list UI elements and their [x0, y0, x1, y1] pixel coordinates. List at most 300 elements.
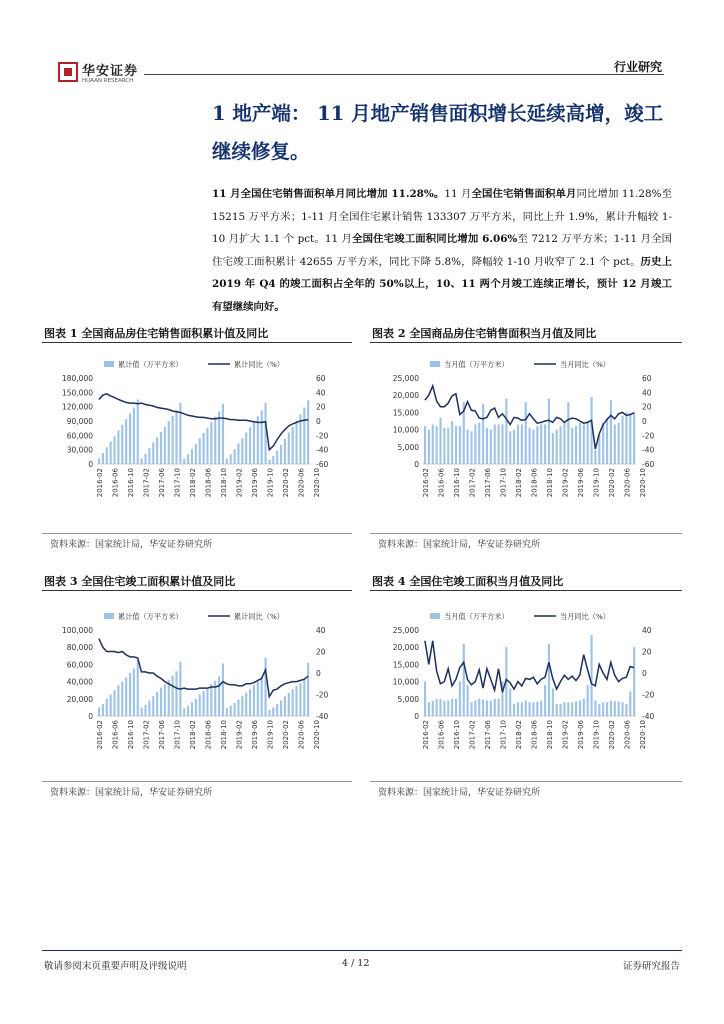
left-tick-label: 0: [414, 460, 419, 469]
left-tick-label: 25,000: [392, 626, 419, 635]
bar-mark: [490, 701, 492, 716]
bar-mark: [474, 701, 476, 716]
bar-mark: [590, 635, 592, 716]
bar-mark: [509, 688, 511, 716]
bar-mark: [610, 400, 612, 464]
bar-mark: [284, 696, 286, 716]
x-tick-label: 2020-06: [623, 468, 632, 498]
legend-bar-swatch: [104, 361, 114, 367]
bar-mark: [474, 424, 476, 464]
bar-mark: [563, 423, 565, 464]
bar-mark: [606, 418, 608, 464]
bar-mark: [195, 444, 197, 464]
footer-divider: [42, 950, 682, 951]
logo-seal-icon: [58, 62, 78, 82]
right-tick-label: 20: [642, 402, 652, 412]
bar-mark: [230, 454, 232, 464]
bar-mark: [521, 424, 523, 464]
bar-mark: [222, 664, 224, 716]
bar-mark: [486, 701, 488, 716]
x-tick-label: 2019-02: [235, 468, 244, 498]
page-number: 4 / 12: [342, 958, 370, 969]
figure-1-rule: [42, 342, 352, 343]
bar-mark: [299, 683, 301, 716]
bar-mark: [583, 699, 585, 716]
right-tick-label: 40: [316, 626, 326, 635]
bar-mark: [164, 684, 166, 716]
x-tick-label: 2016-06: [111, 720, 120, 750]
chart-1-cumulative-sales: [42, 352, 347, 524]
x-tick-label: 2019-06: [250, 720, 259, 750]
left-tick-label: 0: [88, 712, 93, 721]
x-tick-label: 2018-10: [545, 720, 554, 750]
legend-line-label: 累计同比（%）: [234, 360, 284, 369]
bar-mark: [482, 699, 484, 716]
x-tick-label: 2020-06: [623, 720, 632, 750]
left-tick-label: 80,000: [66, 643, 93, 653]
bar-mark: [494, 699, 496, 716]
x-tick-label: 2017-10: [173, 720, 182, 750]
legend-line-label: 当月同比（%）: [560, 612, 610, 621]
bar-mark: [621, 702, 623, 716]
bar-mark: [629, 414, 631, 464]
right-tick-label: -20: [642, 431, 655, 441]
bar-mark: [447, 428, 449, 464]
x-tick-label: 2017-02: [142, 468, 151, 498]
bar-mark: [439, 418, 441, 464]
right-tick-label: 60: [642, 374, 652, 383]
bar-mark: [237, 700, 239, 716]
x-tick-label: 2017-10: [173, 468, 182, 498]
source-note-2: 资料来源：国家统计局，华安证券研究所: [378, 540, 541, 550]
bar-mark: [540, 424, 542, 464]
bar-mark: [455, 426, 457, 464]
bar-mark: [156, 437, 158, 464]
bar-mark: [451, 421, 453, 464]
left-tick-label: 25,000: [392, 374, 419, 383]
right-tick-label: -40: [316, 712, 329, 721]
figure-2-rule: [370, 342, 682, 343]
x-tick-label: 2020-10: [638, 468, 647, 498]
bar-mark: [459, 682, 461, 716]
bar-mark: [125, 419, 127, 464]
bar-mark: [295, 686, 297, 716]
x-tick-label: 2018-10: [545, 468, 554, 498]
left-tick-label: 120,000: [61, 402, 93, 412]
source-rule-4: [370, 781, 682, 782]
source-rule-3: [42, 781, 352, 782]
bar-mark: [144, 454, 146, 464]
left-tick-label: 60,000: [66, 431, 93, 441]
bar-mark: [133, 669, 135, 716]
bar-mark: [141, 707, 143, 716]
legend-bar-swatch: [430, 361, 440, 367]
bar-mark: [98, 458, 100, 464]
x-tick-label: 2018-02: [514, 720, 523, 750]
x-tick-label: 2016-10: [126, 468, 135, 498]
x-tick-label: 2020-02: [607, 468, 616, 498]
bar-mark: [210, 684, 212, 716]
bar-mark: [451, 699, 453, 716]
figure-4-title: 图表 4 全国住宅竣工面积当月值及同比: [372, 575, 564, 588]
bar-mark: [241, 438, 243, 464]
right-tick-label: -60: [316, 460, 329, 469]
bar-mark: [478, 423, 480, 464]
right-tick-label: 20: [316, 402, 326, 412]
bar-mark: [575, 426, 577, 464]
right-tick-label: -20: [316, 690, 329, 700]
bar-mark: [295, 421, 297, 464]
para-text-4: 同比增加 11.28%至 15215 万平方米；1-11 月全国住宅累计销售 133307 万平方米，同比上升 1.9%，累计升幅较 1-10 月扩大 1.1 个 pct。11 月: [212, 188, 673, 245]
bar-mark: [187, 706, 189, 716]
bar-mark: [268, 710, 270, 716]
body-paragraph: [212, 183, 672, 318]
bar-mark: [137, 660, 139, 716]
bar-mark: [513, 704, 515, 716]
series-line-yoy: [425, 641, 634, 693]
bar-mark: [443, 428, 445, 464]
bar-mark: [129, 673, 131, 716]
bar-mark: [517, 702, 519, 716]
bar-mark: [203, 433, 205, 464]
bar-mark: [237, 443, 239, 464]
bar-mark: [501, 424, 503, 464]
x-tick-label: 2018-06: [204, 720, 213, 750]
bar-mark: [552, 433, 554, 464]
left-tick-label: 5,000: [397, 442, 419, 452]
bar-mark: [257, 416, 259, 464]
x-tick-label: 2017-02: [142, 720, 151, 750]
bar-mark: [307, 663, 309, 716]
right-tick-label: -40: [642, 445, 655, 455]
left-tick-label: 150,000: [61, 388, 93, 398]
figure-3-rule: [42, 590, 352, 591]
bar-mark: [261, 677, 263, 716]
bar-mark: [579, 701, 581, 716]
bar-mark: [276, 451, 278, 464]
bar-mark: [234, 449, 236, 464]
bar-mark: [579, 423, 581, 464]
bar-mark: [540, 701, 542, 716]
bar-mark: [525, 701, 527, 716]
x-tick-label: 2017-10: [499, 468, 508, 498]
left-tick-label: 20,000: [392, 391, 419, 401]
bar-mark: [625, 412, 627, 464]
bar-mark: [490, 430, 492, 464]
bar-mark: [463, 644, 465, 716]
bar-mark: [284, 439, 286, 464]
source-note-3: 资料来源：国家统计局，华安证券研究所: [50, 788, 213, 798]
bar-mark: [288, 432, 290, 464]
x-tick-label: 2016-02: [421, 720, 430, 750]
bar-mark: [594, 450, 596, 464]
bar-mark: [482, 404, 484, 464]
bar-mark: [175, 410, 177, 464]
right-tick-label: 60: [316, 374, 326, 383]
bar-mark: [505, 399, 507, 464]
bar-mark: [168, 680, 170, 716]
x-tick-label: 2017-06: [157, 720, 166, 750]
right-tick-label: 40: [642, 626, 652, 635]
bar-mark: [470, 431, 472, 464]
x-tick-label: 2020-02: [281, 468, 290, 498]
bar-mark: [245, 432, 247, 464]
bar-mark: [214, 417, 216, 464]
legend-bar-label: 当月值（万平方米）: [444, 612, 509, 621]
x-tick-label: 2019-10: [592, 720, 601, 750]
bar-mark: [556, 430, 558, 464]
bar-mark: [307, 400, 309, 464]
bar-mark: [121, 682, 123, 716]
x-tick-label: 2016-06: [437, 468, 446, 498]
x-tick-label: 2019-10: [592, 468, 601, 498]
bar-mark: [629, 691, 631, 716]
chart-3-cumulative-completion: [42, 604, 347, 776]
bar-mark: [133, 408, 135, 464]
bar-mark: [459, 426, 461, 464]
bar-mark: [226, 459, 228, 464]
bar-mark: [121, 425, 123, 464]
x-tick-label: 2017-06: [157, 468, 166, 498]
bar-mark: [521, 702, 523, 716]
legend-bar-label: 当月值（万平方米）: [444, 360, 509, 369]
x-tick-label: 2016-02: [421, 468, 430, 498]
right-tick-label: 0: [316, 417, 321, 426]
bar-mark: [292, 427, 294, 464]
x-tick-label: 2020-02: [281, 720, 290, 750]
x-tick-label: 2019-10: [266, 468, 275, 498]
bar-mark: [560, 426, 562, 464]
bar-mark: [443, 701, 445, 716]
left-tick-label: 100,000: [61, 626, 93, 635]
source-rule-1: [42, 533, 352, 534]
bar-mark: [117, 685, 119, 716]
bar-mark: [439, 699, 441, 716]
bar-mark: [272, 707, 274, 716]
bar-mark: [552, 688, 554, 716]
x-tick-label: 2018-02: [514, 468, 523, 498]
bar-mark: [598, 704, 600, 716]
x-tick-label: 2019-06: [250, 468, 259, 498]
company-logo: [58, 60, 138, 90]
left-tick-label: 0: [88, 460, 93, 469]
x-tick-label: 2020-06: [297, 720, 306, 750]
chart-4-monthly-completion: [368, 604, 673, 776]
bar-mark: [470, 702, 472, 716]
x-tick-label: 2018-06: [530, 720, 539, 750]
bar-mark: [245, 693, 247, 716]
legend-line-label: 当月同比（%）: [560, 360, 610, 369]
left-tick-label: 5,000: [397, 694, 419, 704]
bar-mark: [191, 702, 193, 716]
bar-mark: [268, 460, 270, 464]
bar-mark: [253, 421, 255, 464]
bar-mark: [129, 413, 131, 464]
bar-mark: [567, 402, 569, 464]
x-tick-label: 2019-02: [561, 468, 570, 498]
bar-mark: [478, 699, 480, 716]
x-tick-label: 2016-10: [126, 720, 135, 750]
bar-mark: [532, 430, 534, 464]
bar-mark: [102, 704, 104, 716]
bar-mark: [272, 456, 274, 464]
bar-mark: [241, 696, 243, 716]
x-tick-label: 2019-06: [576, 720, 585, 750]
bar-mark: [486, 428, 488, 464]
bar-mark: [633, 412, 635, 464]
x-tick-label: 2018-06: [204, 468, 213, 498]
bar-mark: [264, 403, 266, 464]
x-tick-label: 2019-02: [235, 720, 244, 750]
bar-mark: [160, 688, 162, 716]
bar-mark: [206, 428, 208, 464]
bar-mark: [583, 424, 585, 464]
bar-mark: [183, 459, 185, 464]
bar-mark: [525, 402, 527, 464]
bar-mark: [432, 701, 434, 716]
bar-mark: [602, 423, 604, 464]
left-tick-label: 60,000: [66, 660, 93, 670]
left-tick-label: 0: [414, 712, 419, 721]
bar-mark: [436, 426, 438, 464]
bar-mark: [548, 644, 550, 716]
bar-mark: [303, 679, 305, 716]
left-tick-label: 180,000: [61, 374, 93, 383]
bar-mark: [106, 699, 108, 716]
bar-mark: [563, 702, 565, 716]
left-tick-label: 20,000: [66, 694, 93, 704]
bar-mark: [195, 699, 197, 716]
bar-mark: [618, 423, 620, 464]
chart-2-monthly-sales: [368, 352, 673, 524]
x-tick-label: 2017-02: [468, 720, 477, 750]
bar-mark: [172, 416, 174, 464]
bar-mark: [548, 399, 550, 464]
bar-mark: [606, 702, 608, 716]
source-rule-2: [370, 533, 682, 534]
bar-mark: [187, 454, 189, 464]
bar-mark: [610, 701, 612, 716]
bar-mark: [280, 701, 282, 716]
x-tick-label: 2017-10: [499, 720, 508, 750]
bar-mark: [556, 704, 558, 716]
bar-mark: [137, 400, 139, 465]
bar-mark: [625, 704, 627, 716]
bar-mark: [536, 702, 538, 716]
bar-mark: [424, 682, 426, 716]
bar-mark: [218, 676, 220, 716]
right-tick-label: 0: [642, 669, 647, 678]
figure-3-title: 图表 3 全国住宅竣工面积累计值及同比: [44, 575, 236, 588]
x-tick-label: 2017-06: [483, 720, 492, 750]
bar-mark: [148, 701, 150, 716]
bar-mark: [587, 421, 589, 464]
bar-mark: [164, 427, 166, 464]
x-tick-label: 2019-02: [561, 720, 570, 750]
x-tick-label: 2016-10: [452, 720, 461, 750]
x-tick-label: 2020-10: [312, 468, 321, 498]
logo-text-en: HUAAN RESEARCH: [82, 78, 134, 84]
bar-mark: [276, 704, 278, 716]
bar-mark: [513, 430, 515, 464]
right-tick-label: 0: [316, 669, 321, 678]
bar-mark: [175, 671, 177, 716]
bar-mark: [234, 703, 236, 716]
bar-mark: [436, 699, 438, 716]
bar-mark: [226, 708, 228, 716]
x-tick-label: 2016-06: [437, 720, 446, 750]
bar-mark: [117, 431, 119, 464]
right-tick-label: -40: [642, 712, 655, 721]
x-tick-label: 2016-02: [95, 720, 104, 750]
left-tick-label: 15,000: [392, 408, 419, 418]
x-tick-label: 2016-06: [111, 468, 120, 498]
para-text-6: 至 7212 万平方米；1-11 月全国住宅竣工面积累计 42655 万平方米，同比下降 5.8%，降幅较 1-10 月收窄了 2.1 个 pct。: [212, 233, 672, 268]
bar-mark: [218, 411, 220, 464]
x-tick-label: 2018-06: [530, 468, 539, 498]
bar-mark: [249, 427, 251, 464]
x-tick-label: 2020-10: [638, 720, 647, 750]
bar-mark: [587, 685, 589, 716]
x-tick-label: 2020-02: [607, 720, 616, 750]
bar-mark: [529, 702, 531, 716]
bar-mark: [428, 430, 430, 464]
source-note-1: 资料来源：国家统计局，华安证券研究所: [50, 540, 213, 550]
bar-mark: [98, 707, 100, 716]
bar-mark: [618, 702, 620, 716]
bar-mark: [106, 447, 108, 464]
bar-mark: [467, 430, 469, 464]
bar-mark: [498, 699, 500, 716]
logo-text-cn: 华安证券: [82, 64, 139, 79]
bar-mark: [288, 693, 290, 716]
bar-mark: [113, 690, 115, 716]
right-tick-label: -60: [642, 460, 655, 469]
legend-line-label: 累计同比（%）: [234, 612, 284, 621]
bar-mark: [253, 685, 255, 716]
x-tick-label: 2017-06: [483, 468, 492, 498]
bar-mark: [199, 438, 201, 464]
bar-mark: [455, 699, 457, 716]
bar-mark: [257, 682, 259, 716]
right-tick-label: 40: [642, 388, 652, 398]
right-tick-label: 20: [642, 647, 652, 657]
bar-mark: [148, 448, 150, 464]
bar-mark: [261, 410, 263, 464]
left-tick-label: 10,000: [392, 677, 419, 687]
bar-mark: [544, 424, 546, 464]
figure-1-title: 图表 1 全国商品房住宅销售面积累计值及同比: [44, 327, 269, 340]
bar-mark: [633, 647, 635, 716]
bar-mark: [447, 701, 449, 716]
footer-report-type: 证券研究报告: [622, 961, 680, 972]
bar-mark: [199, 695, 201, 717]
bar-mark: [152, 443, 154, 465]
bar-mark: [494, 424, 496, 464]
bar-mark: [571, 702, 573, 716]
x-tick-label: 2018-02: [188, 720, 197, 750]
bar-mark: [280, 445, 282, 464]
bar-mark: [113, 436, 115, 464]
bar-mark: [536, 426, 538, 464]
bar-mark: [183, 708, 185, 716]
x-tick-label: 2016-02: [95, 468, 104, 498]
bar-mark: [144, 705, 146, 716]
bar-mark: [567, 702, 569, 716]
bar-mark: [141, 458, 143, 464]
x-tick-label: 2019-10: [266, 720, 275, 750]
right-tick-label: -20: [316, 431, 329, 441]
